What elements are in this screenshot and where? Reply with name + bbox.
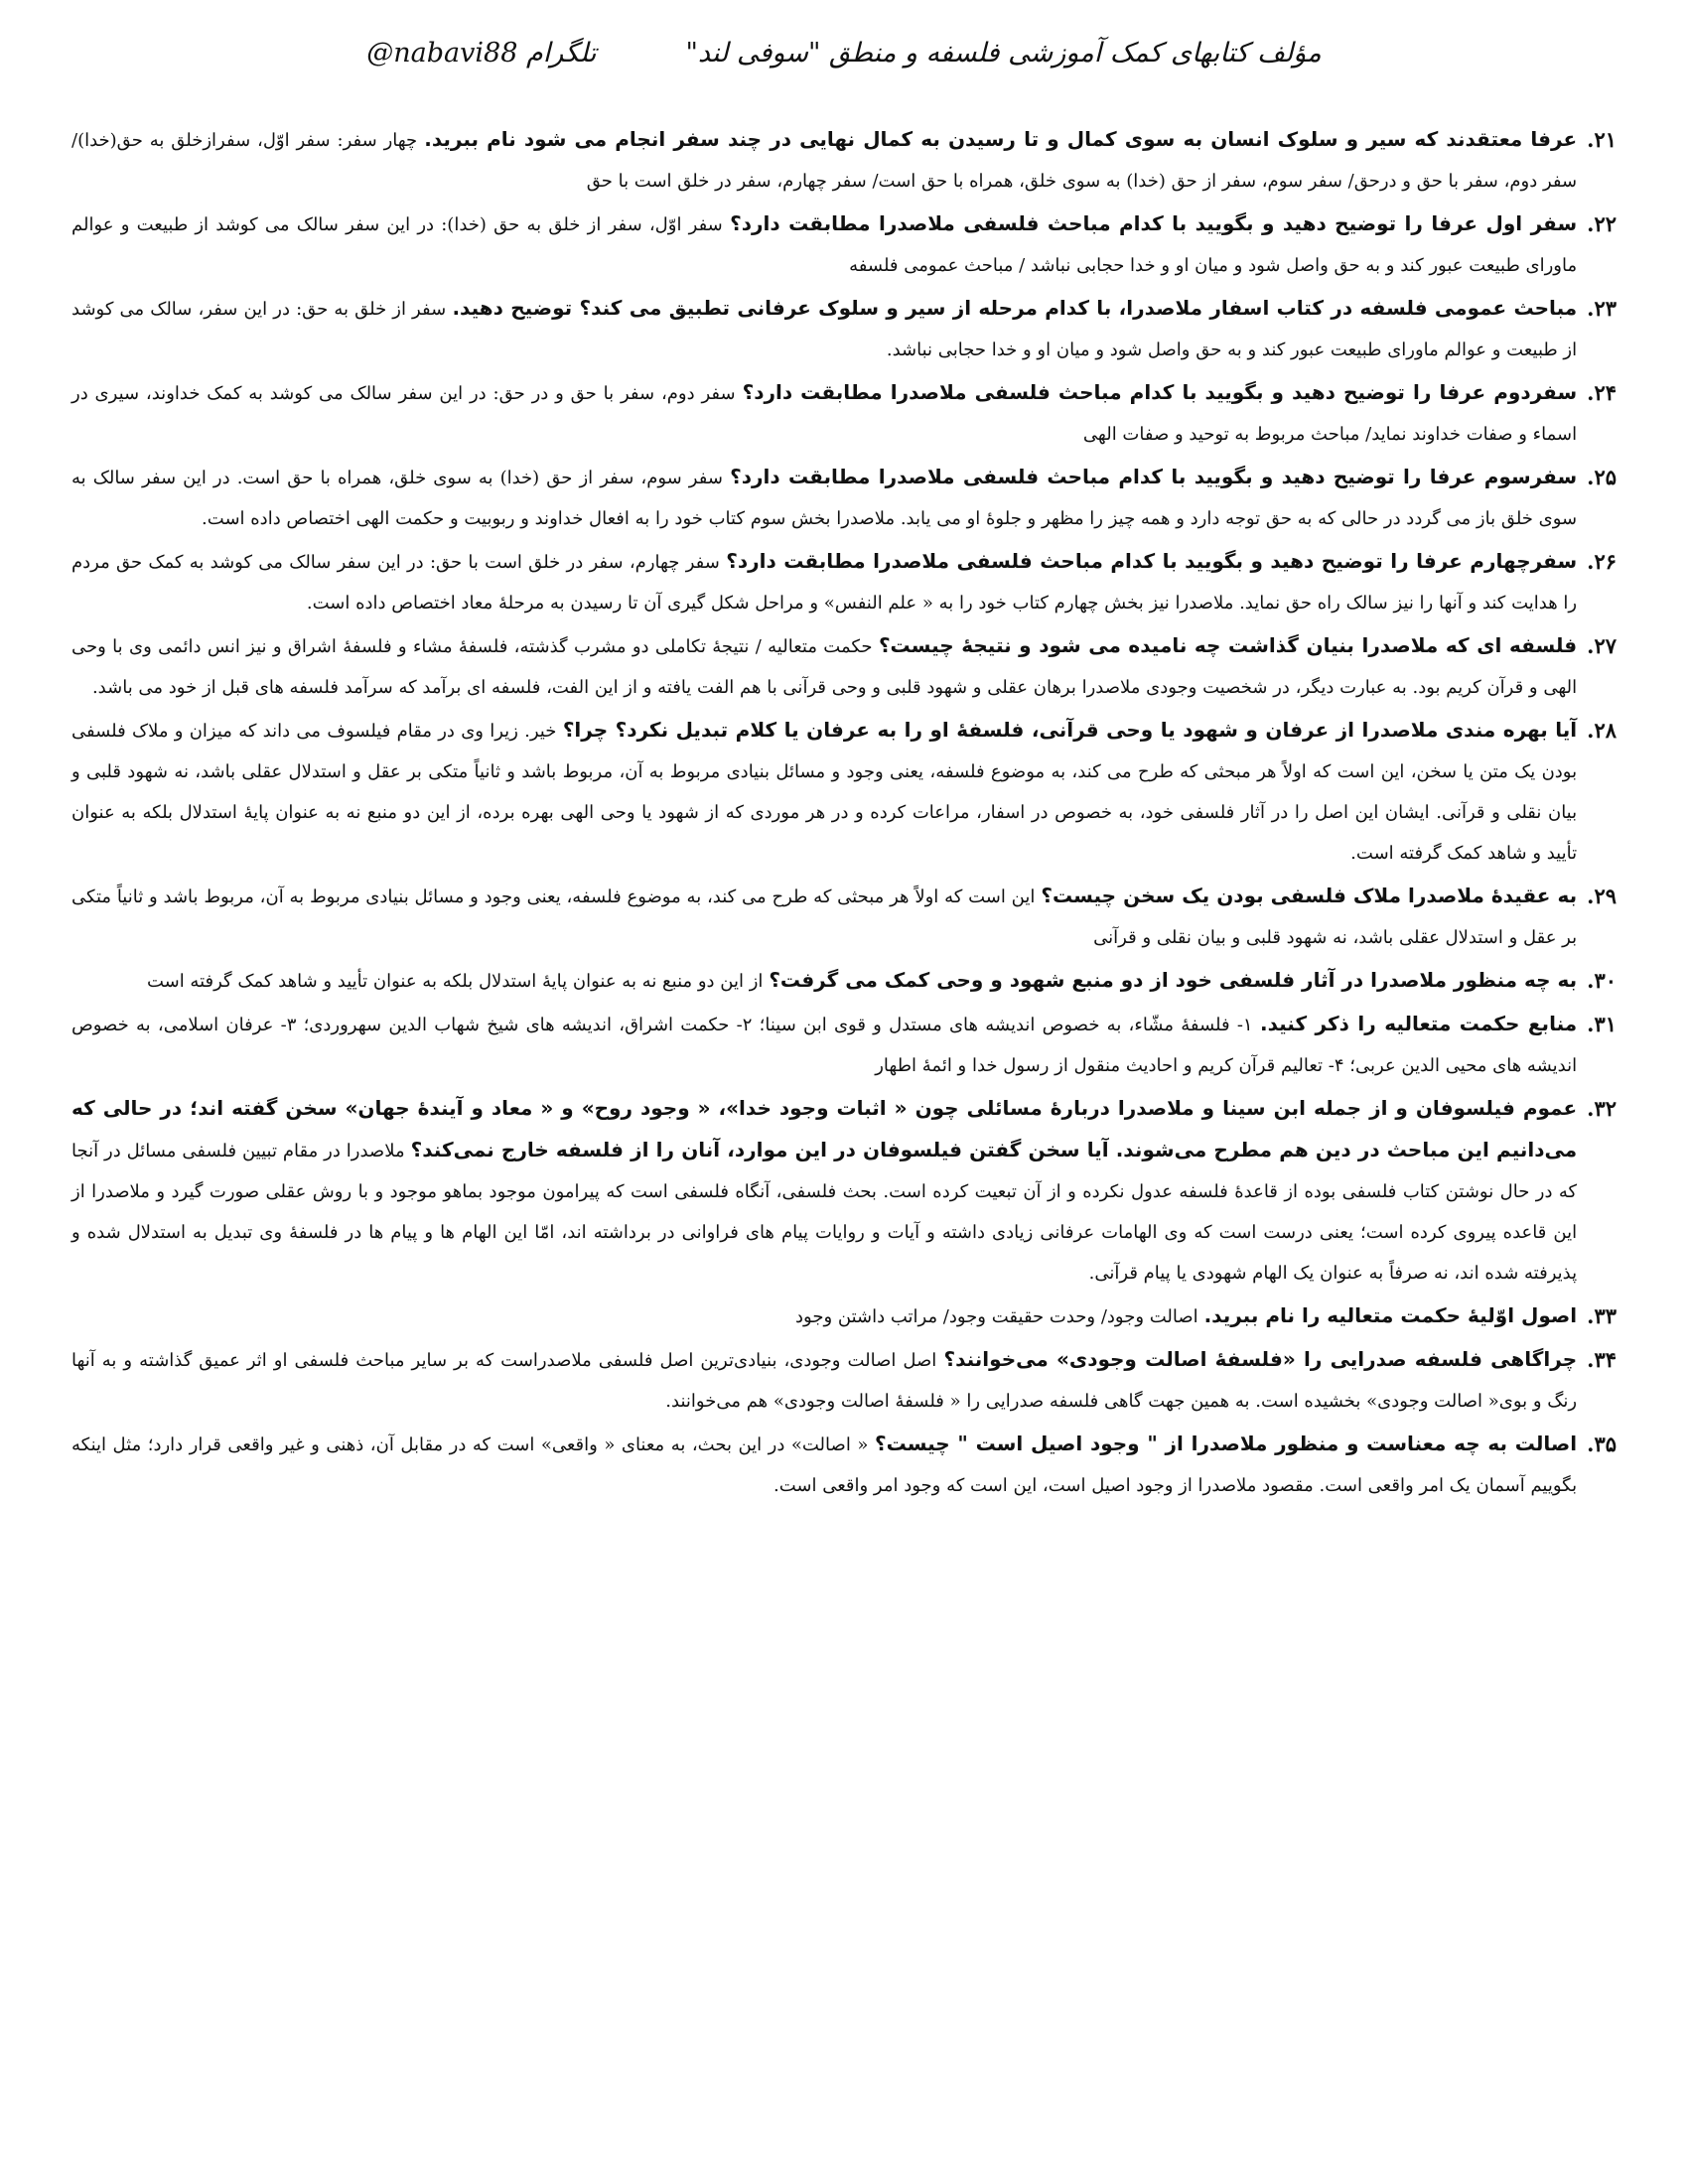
question-text: اصالت به چه معناست و منظور ملاصدرا از " وجود اصیل است " چیست؟ [874,1432,1578,1455]
answer-text: چهار سفر: سفر اوّل، سفرازخلق به حق(خدا)/ سفر دوم، سفر با حق و درحق/ سفر سوم، سفر از حق (خدا) به سوی خلق، همراه با حق است/ سفر چهارم، سفر در خلق است با حق [71,130,1578,192]
answer-text: حکمت متعالیه / نتیجهٔ تکاملی دو مشرب گذشته، فلسفهٔ مشاء و فلسفهٔ اشراق و نیز انس دائمی وی با وحی الهی و قرآن کریم بود. به عبارت دیگر، در شخصیت وجودی ملاصدرا برهان عقلی و شهود قلبی و وحی قرآنی با هم الفت یافته و از این الفت، فلسفه ای برآمد که سرآمد فلسفه های قبل از خود می باشد. [71,636,1578,698]
question-item [71,119,1617,202]
document-page [71,38,1617,1508]
question-item [71,372,1617,455]
question-text: سفردوم عرفا را توضیح دهید و بگویید با کدام مباحث فلسفی ملاصدرا مطابقت دارد؟ [742,380,1578,404]
question-body [71,876,1577,958]
question-number: ۲۶. [1587,549,1617,574]
question-body [71,1339,1577,1422]
question-item [71,625,1617,708]
page-header [71,38,1617,117]
question-number: ۲۷. [1587,633,1617,658]
question-item [71,288,1617,370]
author-line: مؤلف کتابهای کمک آموزشی فلسفه و منطق "سوفی لند" [685,38,1322,68]
question-item [71,541,1617,623]
question-text: سفرچهارم عرفا را توضیح دهید و بگویید با کدام مباحث فلسفی ملاصدرا مطابقت دارد؟ [726,549,1578,573]
question-body [71,625,1577,708]
answer-text: « اصالت» در این بحث، به معنای « واقعی» است که در مقابل آن، ذهنی و غیر واقعی قرار دارد؛ مثل اینکه بگوییم آسمان یک امر واقعی است. مقصود ملاصدرا از وجود اصیل است، این است که وجود امر واقعی است. [71,1434,1578,1496]
answer-text: خیر. زیرا وی در مقام فیلسوف می داند که میزان و ملاک فلسفی بودن یک متن یا سخن، این است که اولاً هر مبحثی که طرح می کند، به موضوع فلسفه، یعنی وجود و مسائل بنیادی مربوط به آن، مربوط باشد و ثانیاً متکی بر عقل و استدلال عقلی باشد، نه شهود قلبی و بیان نقلی و قرآنی. ایشان این اصل را در آثار فلسفی خود، به خصوص در اسفار، مراعات کرده و در هر موردی که از شهود یا وحی الهی بهره برده، از این دو منبع نه به عنوان پایهٔ استدلال بلکه به عنوان تأیید و شاهد کمک گرفته است. [71,721,1578,864]
answer-text: سفر دوم، سفر با حق و در حق: در این سفر سالک می کوشد به کمک خداوند، سیری در اسماء و صفات خداوند نماید/ مباحث مربوط به توحید و صفات الهی [71,383,1578,445]
question-number: ۲۸. [1587,718,1617,743]
question-text: فلسفه ای که ملاصدرا بنیان گذاشت چه نامیده می شود و نتیجهٔ چیست؟ [878,633,1578,657]
question-text: به چه منظور ملاصدرا در آثار فلسفی خود از دو منبع شهود و وحی کمک می گرفت؟ [769,968,1578,992]
question-number: ۳۳. [1587,1303,1617,1328]
question-body [71,457,1577,539]
question-item [71,876,1617,958]
question-text: چراگاهی فلسفه صدرایی را «فلسفهٔ اصالت وجودی» می‌خوانند؟ [943,1347,1578,1371]
question-number: ۲۳. [1587,296,1617,321]
question-body [71,1296,1577,1337]
question-text: سفر اول عرفا را توضیح دهید و بگویید با کدام مباحث فلسفی ملاصدرا مطابقت دارد؟ [730,211,1578,235]
answer-text: سفر سوم، سفر از حق (خدا) به سوی خلق، همراه با حق است. در این سفر سالک به سوی خلق باز می گردد در حالی که به حق توجه دارد و همه چیز را مظهر و جلوهٔ او می یابد. ملاصدرا بخش سوم کتاب خود را به افعال خداوند و ربوبیت و حکمت الهی اختصاص داده است. [71,468,1578,529]
question-number: ۲۲. [1587,211,1617,236]
question-text: منابع حکمت متعالیه را ذکر کنید. [1259,1012,1578,1035]
question-item [71,1296,1617,1337]
question-text: عرفا معتقدند که سیر و سلوک انسان به سوی کمال و تا رسیدن به کمال نهایی در چند سفر انجام می شود نام ببرید. [424,127,1578,151]
question-body [71,288,1577,370]
question-number: ۲۱. [1587,127,1617,152]
question-item [71,457,1617,539]
answer-text: سفر چهارم، سفر در خلق است با حق: در این سفر سالک می کوشد به کمک حق مردم را هدایت کند و آنها را نیز سالک راه حق نماید. ملاصدرا نیز بخش چهارم کتاب خود را به « علم النفس» و مراحل شکل گیری آن تا رسیدن به مرحلهٔ معاد اختصاص داده است. [71,552,1578,614]
question-body [71,960,1577,1002]
telegram-handle: @nabavi88 تلگرام [366,38,597,68]
question-number: ۲۴. [1587,380,1617,405]
question-body [71,119,1577,202]
question-text: سفرسوم عرفا را توضیح دهید و بگویید با کدام مباحث فلسفی ملاصدرا مطابقت دارد؟ [730,465,1578,488]
question-number: ۳۵. [1587,1432,1617,1456]
answer-text: ملاصدرا در مقام تبیین فلسفی مسائل در آنجا که در حال نوشتن کتاب فلسفی بوده از قاعدهٔ فلسفه عدول نکرده و از آن تبعیت کرده است. بحث فلسفی، آنگاه فلسفی است که پیرامون موجود بماهو موجود و با روش عقلی صورت گیرد و ملاصدرا از این قاعده پیروی کرده است؛ یعنی درست است که وی الهامات عرفانی زیادی داشته و آیات و روایات پیام های فراوانی در برداشته اند، امّا این الهام ها و پیام ها در فلسفهٔ وی تبدیل به استدلال شده و پذیرفته شده اند، نه صرفاً به عنوان یک الهام شهودی یا پیام قرآنی. [71,1141,1578,1284]
question-text: عموم فیلسوفان و از جمله ابن سینا و ملاصدرا دربارهٔ مسائلی چون « اثبات وجود خدا»، « وجود روح» و « معاد و آیندهٔ جهان» سخن گفته اند؛ در حالی که می‌دانیم این مباحث در دین هم مطرح می‌شوند. آیا سخن گفتن فیلسوفان در این موارد، آنان را از فلسفه خارج نمی‌کند؟ [71,1096,1578,1161]
answer-text: سفر اوّل، سفر از خلق به حق (خدا): در این سفر سالک می کوشد از طبیعت و عوالم ماورای طبیعت عبور کند و به حق واصل شود و میان او و خدا حجابی نباشد / مباحث عمومی فلسفه [71,214,1578,276]
question-text: به عقیدهٔ ملاصدرا ملاک فلسفی بودن یک سخن چیست؟ [1041,884,1578,907]
answer-text: اصل اصالت وجودی، بنیادی‌ترین اصل فلسفی ملاصدراست که بر سایر مباحث فلسفی او اثر عمیق گذاشته و به آنها رنگ و بوی« اصالت وجودی» بخشیده است. به همین جهت گاهی فلسفه صدرایی را « فلسفهٔ اصالت وجودی» هم می‌خوانند. [71,1350,1578,1412]
question-number: ۲۹. [1587,884,1617,908]
question-body [71,710,1577,874]
question-body [71,1088,1577,1294]
question-number: ۳۴. [1587,1347,1617,1372]
question-body [71,204,1577,286]
answer-text: سفر از خلق به حق: در این سفر، سالک می کوشد از طبیعت و عوالم ماورای طبیعت عبور کند و به حق واصل شود و میان او و خدا حجابی نباشد. [71,299,1578,360]
answer-text: این است که اولاً هر مبحثی که طرح می کند، به موضوع فلسفه، یعنی وجود و مسائل بنیادی مربوط به آن، مربوط باشد و ثانیاً متکی بر عقل و استدلال عقلی باشد، نه شهود قلبی و بیان نقلی و قرآنی [71,887,1578,948]
answer-text: ۱- فلسفهٔ مشّاء، به خصوص اندیشه های مستدل و قوی ابن سینا؛ ۲- حکمت اشراق، اندیشه های شیخ شهاب الدین سهروردی؛ ۳- عرفان اسلامی، به خصوص اندیشه های محیی الدین عربی؛ ۴- تعالیم قرآن کریم و احادیث منقول از رسول خدا و ائمهٔ اطهار [71,1015,1578,1076]
question-number: ۲۵. [1587,465,1617,489]
question-item [71,1088,1617,1294]
question-text: اصول اوّلیهٔ حکمت متعالیه را نام ببرید. [1203,1303,1578,1327]
question-body [71,372,1577,455]
question-body [71,541,1577,623]
question-list [71,119,1617,1506]
question-item [71,204,1617,286]
question-body [71,1424,1577,1506]
question-body [71,1004,1577,1086]
question-item [71,1424,1617,1506]
question-text: آیا بهره مندی ملاصدرا از عرفان و شهود یا وحی قرآنی، فلسفهٔ او را به عرفان یا کلام تبدیل نکرد؟ چرا؟ [562,718,1578,742]
question-text: مباحث عمومی فلسفه در کتاب اسفار ملاصدرا، با کدام مرحله از سیر و سلوک عرفانی تطبیق می کند؟ توضیح دهید. [452,296,1578,320]
answer-text: از این دو منبع نه به عنوان پایهٔ استدلال بلکه به عنوان تأیید و شاهد کمک گرفته است [146,971,764,992]
answer-text: اصالت وجود/ وحدت حقیقت وجود/ مراتب داشتن وجود [795,1306,1198,1327]
question-item [71,960,1617,1002]
question-number: ۳۲. [1587,1096,1617,1121]
question-number: ۳۱. [1587,1012,1617,1036]
question-item [71,1339,1617,1422]
question-item [71,1004,1617,1086]
question-number: ۳۰. [1587,968,1617,993]
question-item [71,710,1617,874]
